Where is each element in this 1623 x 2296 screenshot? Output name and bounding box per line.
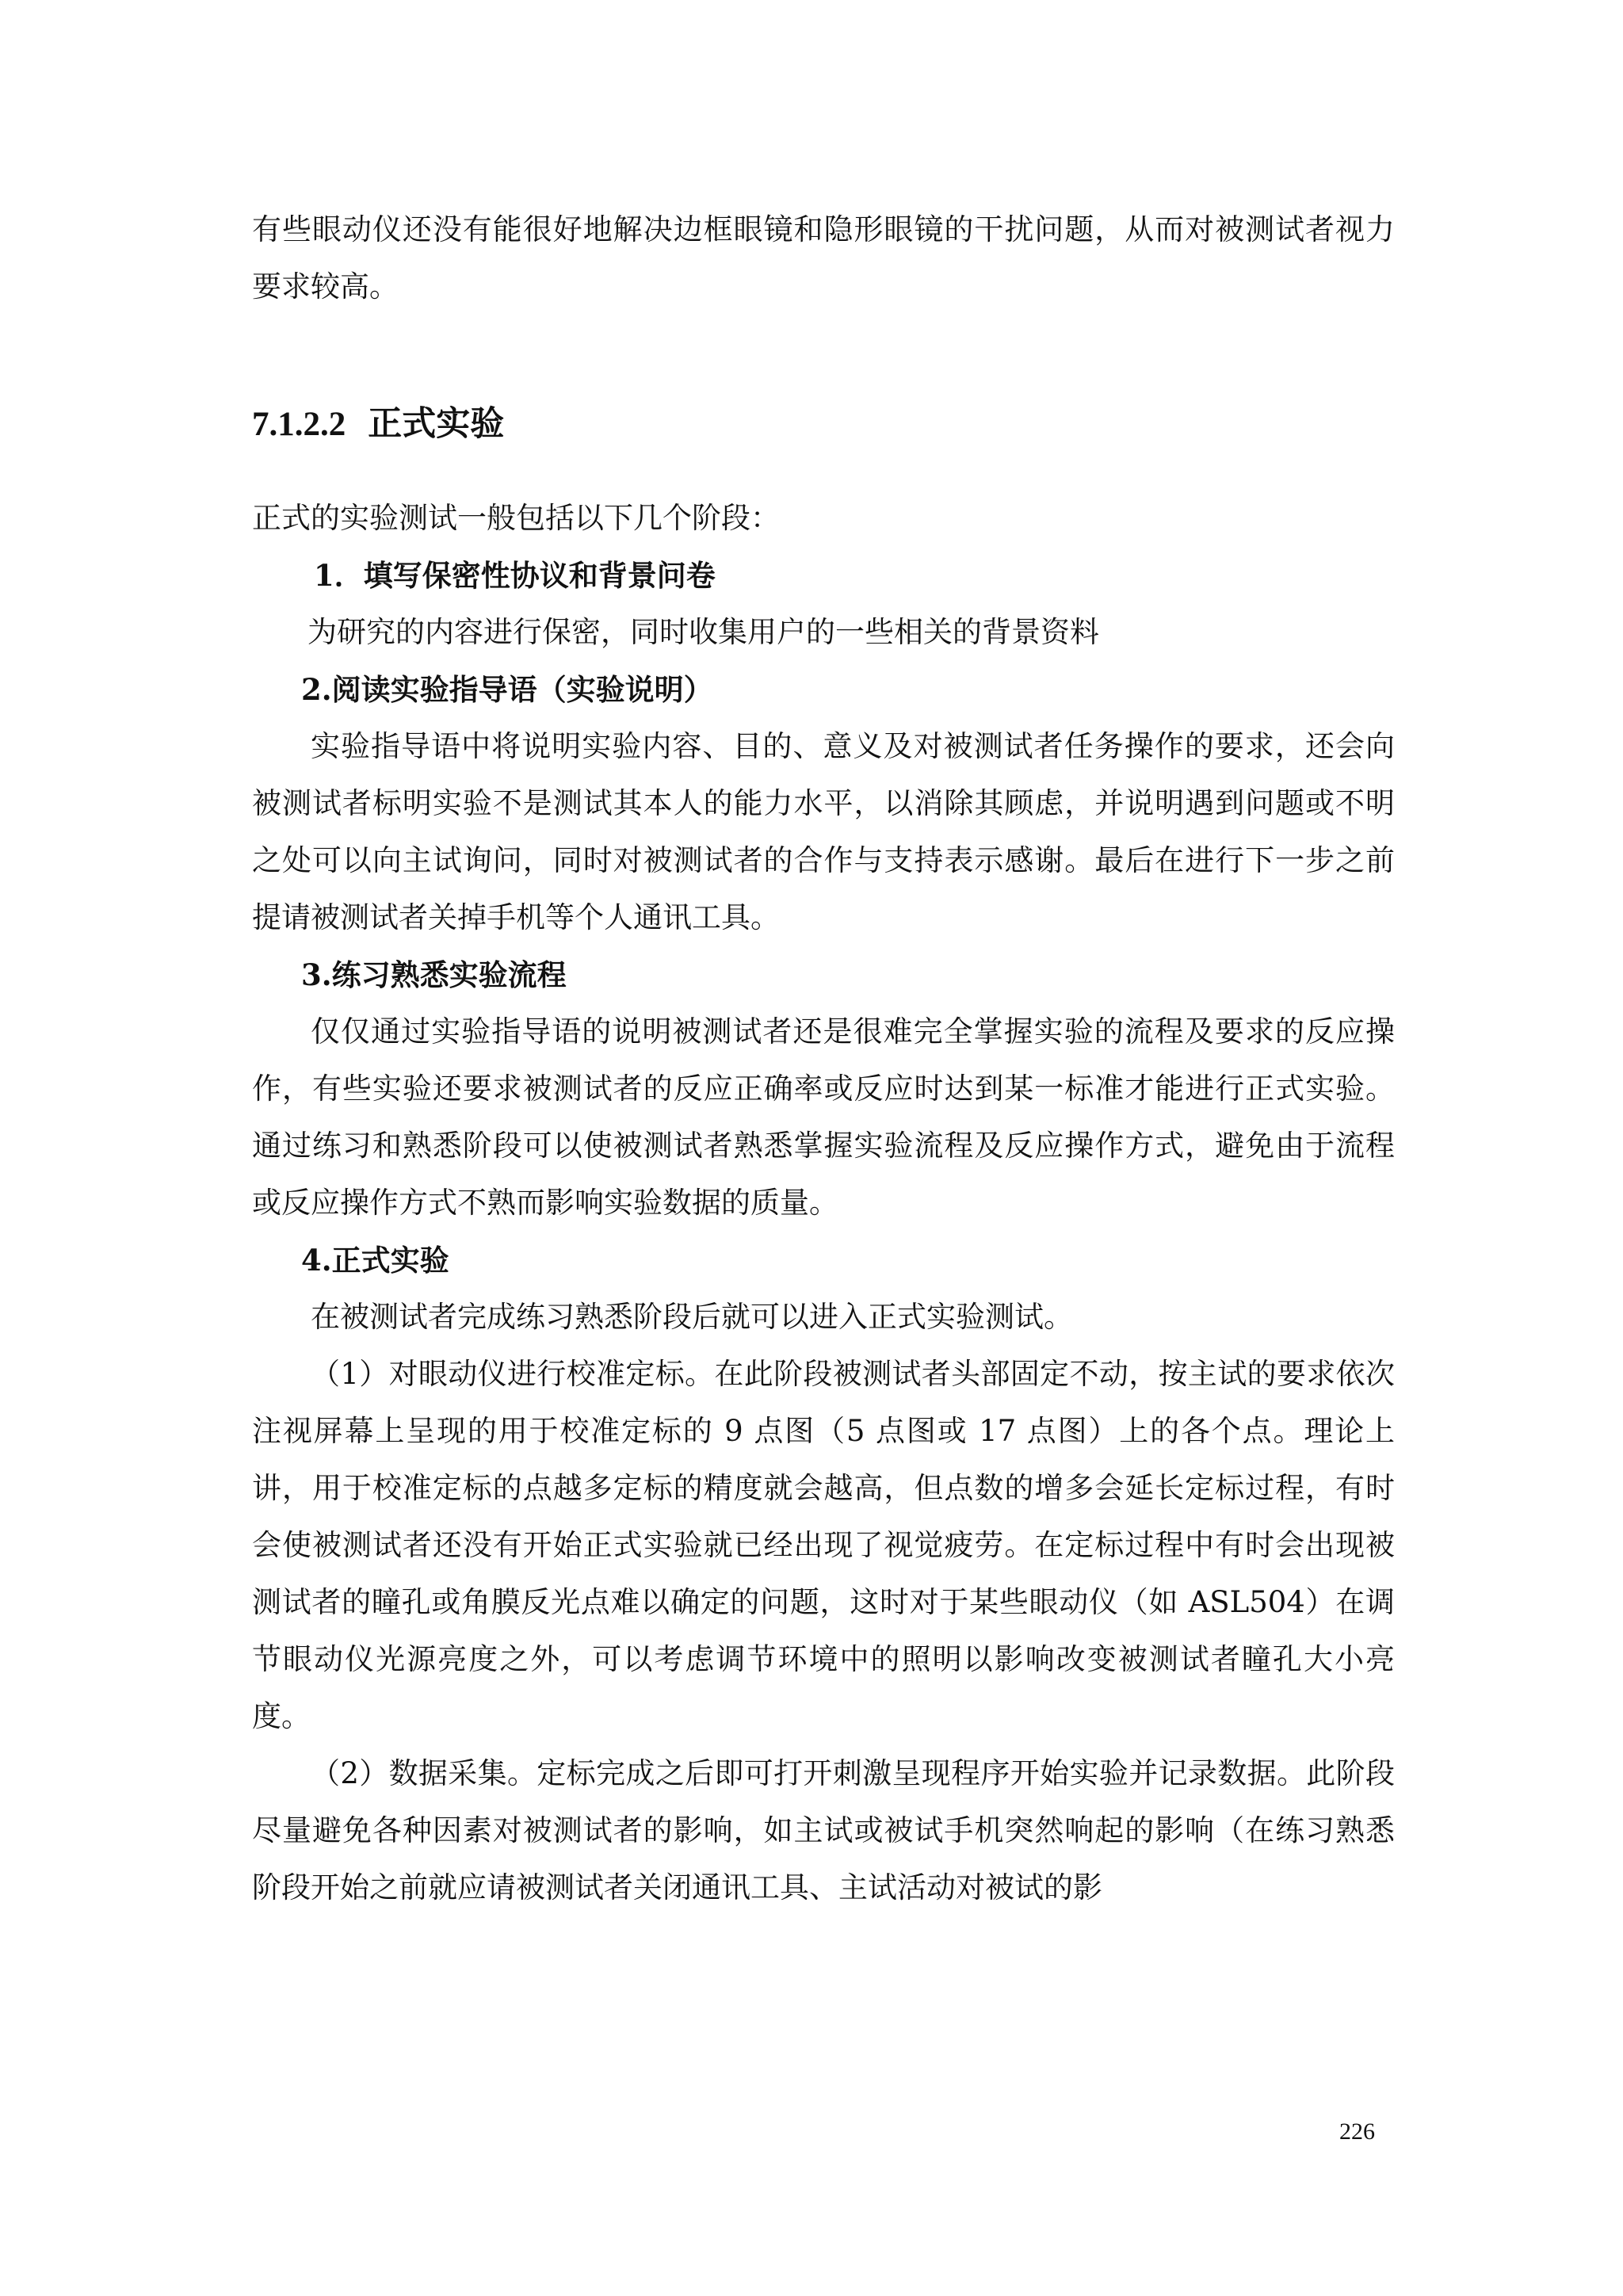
page-number: 226 [1339, 2118, 1375, 2145]
paragraph-continuation: 有些眼动仪还没有能很好地解决边框眼镜和隐形眼镜的干扰问题，从而对被测试者视力要求较高。 [252, 212, 1395, 304]
section-number: 7.1.2.2 [252, 406, 346, 443]
step-paragraph-2: （2）数据采集。定标完成之后即可打开刺激呈现程序开始实验并记录数据。此阶段尽量避免各种因素对被测试者的影响，如主试或被试手机突然响起的影响（在练习熟悉阶段开始之前就应请被测试者关闭通讯工具、主试活动对被试的影 [252, 1756, 1395, 1904]
item-heading-2: 2.阅读实验指导语（实验说明） [301, 672, 713, 707]
page-content [252, 201, 1395, 1916]
item-body-4: 在被测试者完成练习熟悉阶段后就可以进入正式实验测试。 [311, 1300, 1073, 1334]
step-paragraph-1: （1）对眼动仪进行校准定标。在此阶段被测试者头部固定不动，按主试的要求依次注视屏幕上呈现的用于校准定标的 9 点图（5 点图或 17 点图）上的各个点。理论上讲，用于校准定标的点越多定标的精度就会越高，但点数的增多会延长定标过程，有时会使被测试者还没有开始正式实验就已经出现了视觉疲劳。在定标过程中有时会出现被测试者的瞳孔或角膜反光点难以确定的问题，这时对于某些眼动仪（如 ASL504）在调节眼动仪光源亮度之外，可以考虑调节环境中的照明以影响改变被测试者瞳孔大小亮度。 [252, 1357, 1395, 1733]
item-heading-1: 1．填写保密性协议和背景问卷 [314, 558, 716, 593]
item-body-1: 为研究的内容进行保密，同时收集用户的一些相关的背景资料 [307, 615, 1099, 649]
section-heading [252, 401, 1395, 449]
item-heading-4: 4.正式实验 [301, 1243, 449, 1278]
section-title: 正式实验 [368, 406, 505, 443]
item-body-3: 仅仅通过实验指导语的说明被测试者还是很难完全掌握实验的流程及要求的反应操作，有些实验还要求被测试者的反应正确率或反应时达到某一标准才能进行正式实验。通过练习和熟悉阶段可以使被测试者熟悉掌握实验流程及反应操作方式，避免由于流程或反应操作方式不熟而影响实验数据的质量。 [252, 1014, 1395, 1220]
intro-paragraph: 正式的实验测试一般包括以下几个阶段： [252, 501, 780, 535]
item-heading-3: 3.练习熟悉实验流程 [301, 957, 567, 992]
item-body-2: 实验指导语中将说明实验内容、目的、意义及对被测试者任务操作的要求，还会向被测试者标明实验不是测试其本人的能力水平，以消除其顾虑，并说明遇到问题或不明之处可以向主试询问，同时对被测试者的合作与支持表示感谢。最后在进行下一步之前提请被测试者关掉手机等个人通讯工具。 [252, 729, 1395, 934]
